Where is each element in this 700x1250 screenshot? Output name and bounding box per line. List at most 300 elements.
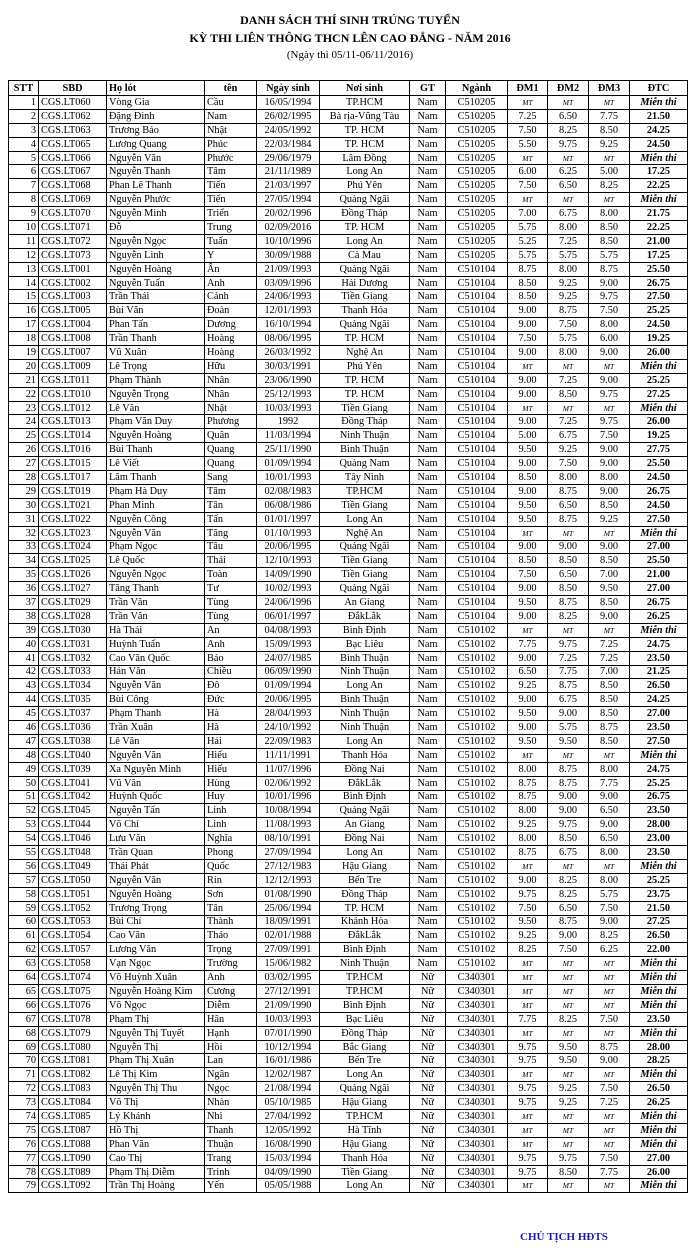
col-header-dm1: ĐM1 [508, 81, 548, 96]
cell-stt: 73 [9, 1096, 39, 1110]
cell-dm2: 6.50 [548, 109, 589, 123]
table-row [9, 818, 688, 832]
table-row [9, 915, 688, 929]
cell-sbd: CGS.LT051 [39, 887, 107, 901]
cell-ten: Diễm [205, 998, 257, 1012]
cell-gt: Nam [410, 887, 446, 901]
cell-dm3: 8.00 [589, 207, 630, 221]
cell-sbd: CGS.LT085 [39, 1110, 107, 1124]
cell-dm3: 8.00 [589, 471, 630, 485]
cell-stt: 35 [9, 568, 39, 582]
cell-nganh: C510104 [446, 415, 508, 429]
cell-noi-sinh: Tây Ninh [320, 471, 410, 485]
cell-ten: Linh [205, 804, 257, 818]
cell-noi-sinh: Quảng Ngãi [320, 582, 410, 596]
cell-ho-lot: Bùi Văn [107, 304, 205, 318]
cell-noi-sinh: ĐắkLắk [320, 929, 410, 943]
cell-stt: 71 [9, 1068, 39, 1082]
table-row [9, 929, 688, 943]
cell-dm3: 8.00 [589, 318, 630, 332]
cell-noi-sinh: Ninh Thuận [320, 429, 410, 443]
cell-ngay-sinh: 06/08/1986 [257, 498, 320, 512]
cell-dm2: 9.50 [548, 1054, 589, 1068]
cell-ho-lot: Huỳnh Tuấn [107, 637, 205, 651]
cell-dm1: MT [508, 998, 548, 1012]
cell-ten: Hùng [205, 776, 257, 790]
table-row [9, 790, 688, 804]
cell-ho-lot: Cao Văn Quốc [107, 651, 205, 665]
cell-sbd: CGS.LT076 [39, 998, 107, 1012]
cell-dm3: 9.00 [589, 457, 630, 471]
cell-sbd: CGS.LT031 [39, 637, 107, 651]
cell-ho-lot: Nguyễn Văn [107, 679, 205, 693]
cell-dm2: 9.75 [548, 637, 589, 651]
table-row [9, 1026, 688, 1040]
cell-nganh: C510104 [446, 262, 508, 276]
table-row [9, 221, 688, 235]
cell-dm1: 8.75 [508, 776, 548, 790]
cell-ho-lot: Cao Thị [107, 1151, 205, 1165]
cell-ho-lot: Bùi Thanh [107, 443, 205, 457]
cell-nganh: C340301 [446, 1040, 508, 1054]
cell-gt: Nam [410, 443, 446, 457]
cell-stt: 74 [9, 1110, 39, 1124]
cell-ngay-sinh: 18/09/1991 [257, 915, 320, 929]
cell-sbd: CGS.LT075 [39, 985, 107, 999]
cell-nganh: C510102 [446, 818, 508, 832]
cell-dm2: 8.50 [548, 554, 589, 568]
cell-dm3: 8.50 [589, 123, 630, 137]
cell-dm1: 9.00 [508, 484, 548, 498]
cell-dm2: 7.25 [548, 234, 589, 248]
col-header-gt: GT [410, 81, 446, 96]
cell-nganh: C510102 [446, 693, 508, 707]
cell-dm2: 8.00 [548, 221, 589, 235]
cell-noi-sinh: Tiền Giang [320, 290, 410, 304]
cell-gt: Nam [410, 512, 446, 526]
cell-dm2: 6.75 [548, 429, 589, 443]
cell-gt: Nam [410, 582, 446, 596]
table-row [9, 776, 688, 790]
cell-stt: 64 [9, 971, 39, 985]
cell-nganh: C510104 [446, 373, 508, 387]
cell-ngay-sinh: 10/03/1993 [257, 401, 320, 415]
cell-dm3: 6.50 [589, 832, 630, 846]
cell-dm2: 9.25 [548, 1096, 589, 1110]
cell-dm1: MT [508, 985, 548, 999]
cell-dtc: 27.00 [630, 540, 688, 554]
cell-ngay-sinh: 30/09/1988 [257, 248, 320, 262]
cell-gt: Nam [410, 304, 446, 318]
cell-stt: 52 [9, 804, 39, 818]
cell-ten: Toàn [205, 568, 257, 582]
cell-ngay-sinh: 25/11/1990 [257, 443, 320, 457]
cell-nganh: C340301 [446, 998, 508, 1012]
table-row [9, 1151, 688, 1165]
cell-ngay-sinh: 11/03/1994 [257, 429, 320, 443]
cell-ho-lot: Tăng Thanh [107, 582, 205, 596]
cell-ten: Y [205, 248, 257, 262]
cell-sbd: CGS.LT025 [39, 554, 107, 568]
cell-stt: 8 [9, 193, 39, 207]
cell-ho-lot: Nguyễn Văn [107, 748, 205, 762]
cell-nganh: C510104 [446, 554, 508, 568]
cell-noi-sinh: Quảng Ngãi [320, 193, 410, 207]
cell-dm1: 5.00 [508, 429, 548, 443]
cell-nganh: C510205 [446, 193, 508, 207]
cell-gt: Nam [410, 179, 446, 193]
cell-dtc: 24.50 [630, 471, 688, 485]
cell-dm2: 7.75 [548, 665, 589, 679]
cell-dm2: 8.25 [548, 1012, 589, 1026]
cell-dtc: 24.75 [630, 762, 688, 776]
cell-sbd: CGS.LT011 [39, 373, 107, 387]
cell-stt: 10 [9, 221, 39, 235]
cell-dm3: 7.50 [589, 1151, 630, 1165]
cell-dm3: MT [589, 623, 630, 637]
cell-nganh: C510104 [446, 318, 508, 332]
cell-dm2: 7.50 [548, 943, 589, 957]
cell-dm1: 9.75 [508, 1040, 548, 1054]
cell-noi-sinh: Ninh Thuận [320, 721, 410, 735]
cell-sbd: CGS.LT010 [39, 387, 107, 401]
cell-ho-lot: Võ Ngọc [107, 998, 205, 1012]
cell-noi-sinh: Bắc Giang [320, 1040, 410, 1054]
cell-nganh: C510104 [446, 512, 508, 526]
cell-stt: 40 [9, 637, 39, 651]
cell-dm1: 9.00 [508, 373, 548, 387]
table-row [9, 332, 688, 346]
cell-dm2: MT [548, 359, 589, 373]
cell-dtc: 26.50 [630, 1082, 688, 1096]
cell-dm2: MT [548, 623, 589, 637]
table-row [9, 137, 688, 151]
cell-dtc: 26.75 [630, 484, 688, 498]
cell-noi-sinh: Tiền Giang [320, 498, 410, 512]
cell-dm1: 7.50 [508, 901, 548, 915]
col-header-ngay-sinh: Ngày sinh [257, 81, 320, 96]
cell-dtc: Miễn thi [630, 1137, 688, 1151]
cell-stt: 65 [9, 985, 39, 999]
cell-ngay-sinh: 11/07/1996 [257, 762, 320, 776]
table-row [9, 96, 688, 110]
cell-dtc: 27.00 [630, 582, 688, 596]
cell-dm1: MT [508, 1179, 548, 1193]
cell-dm3: MT [589, 151, 630, 165]
cell-ho-lot: Lý Khánh [107, 1110, 205, 1124]
cell-ho-lot: Trần Xuân [107, 721, 205, 735]
cell-sbd: CGS.LT068 [39, 179, 107, 193]
cell-dm2: 9.25 [548, 290, 589, 304]
cell-dm3: MT [589, 526, 630, 540]
cell-dtc: 21.00 [630, 568, 688, 582]
cell-sbd: CGS.LT073 [39, 248, 107, 262]
cell-nganh: C510205 [446, 207, 508, 221]
cell-ho-lot: Nguyễn Minh [107, 207, 205, 221]
cell-gt: Nam [410, 679, 446, 693]
cell-dtc: 25.50 [630, 262, 688, 276]
cell-ten: Tâm [205, 484, 257, 498]
cell-sbd: CGS.LT003 [39, 290, 107, 304]
cell-dm2: 5.75 [548, 721, 589, 735]
cell-dtc: 25.50 [630, 457, 688, 471]
cell-dm1: MT [508, 401, 548, 415]
table-row [9, 582, 688, 596]
table-row [9, 498, 688, 512]
cell-stt: 31 [9, 512, 39, 526]
cell-ngay-sinh: 11/11/1991 [257, 748, 320, 762]
cell-dtc: 28.00 [630, 818, 688, 832]
cell-gt: Nữ [410, 1151, 446, 1165]
cell-dm1: 9.00 [508, 457, 548, 471]
cell-noi-sinh: Long An [320, 846, 410, 860]
cell-noi-sinh: An Giang [320, 818, 410, 832]
cell-ho-lot: Vòng Gia [107, 96, 205, 110]
cell-sbd: CGS.LT042 [39, 790, 107, 804]
cell-dm1: 9.00 [508, 415, 548, 429]
cell-ho-lot: Trần Văn [107, 596, 205, 610]
table-row [9, 596, 688, 610]
cell-ten: Bảo [205, 651, 257, 665]
cell-ten: Anh [205, 637, 257, 651]
cell-dm3: MT [589, 957, 630, 971]
cell-dm3: 5.75 [589, 887, 630, 901]
cell-nganh: C510102 [446, 804, 508, 818]
table-row [9, 484, 688, 498]
cell-stt: 6 [9, 165, 39, 179]
cell-ten: Quốc [205, 859, 257, 873]
cell-ten: Dương [205, 318, 257, 332]
cell-ngay-sinh: 08/06/1995 [257, 332, 320, 346]
cell-noi-sinh: TP.HCM [320, 1110, 410, 1124]
cell-dm3: 8.75 [589, 721, 630, 735]
cell-sbd: CGS.LT063 [39, 123, 107, 137]
cell-gt: Nữ [410, 998, 446, 1012]
cell-dm1: 5.25 [508, 234, 548, 248]
cell-dtc: 25.25 [630, 873, 688, 887]
cell-sbd: CGS.LT035 [39, 693, 107, 707]
cell-dm2: MT [548, 1123, 589, 1137]
cell-gt: Nam [410, 262, 446, 276]
cell-dm1: 9.75 [508, 1151, 548, 1165]
cell-ngay-sinh: 10/03/1993 [257, 1012, 320, 1026]
cell-dtc: 17.25 [630, 248, 688, 262]
cell-ngay-sinh: 27/04/1992 [257, 1110, 320, 1124]
cell-ten: Sang [205, 471, 257, 485]
cell-nganh: C340301 [446, 1068, 508, 1082]
cell-nganh: C510104 [446, 526, 508, 540]
cell-stt: 53 [9, 818, 39, 832]
cell-sbd: CGS.LT072 [39, 234, 107, 248]
cell-dtc: 21.50 [630, 901, 688, 915]
cell-dm1: MT [508, 151, 548, 165]
cell-nganh: C510102 [446, 665, 508, 679]
cell-stt: 33 [9, 540, 39, 554]
cell-ten: Tùng [205, 609, 257, 623]
cell-dm1: 8.50 [508, 554, 548, 568]
cell-sbd: CGS.LT062 [39, 109, 107, 123]
cell-dm3: 9.75 [589, 387, 630, 401]
cell-nganh: C340301 [446, 1012, 508, 1026]
cell-ten: Hân [205, 1012, 257, 1026]
cell-sbd: CGS.LT004 [39, 318, 107, 332]
cell-sbd: CGS.LT069 [39, 193, 107, 207]
cell-stt: 44 [9, 693, 39, 707]
table-row [9, 846, 688, 860]
table-row [9, 693, 688, 707]
cell-dtc: 19.25 [630, 332, 688, 346]
cell-nganh: C510102 [446, 707, 508, 721]
cell-sbd: CGS.LT040 [39, 748, 107, 762]
cell-ngay-sinh: 10/01/1993 [257, 471, 320, 485]
cell-ho-lot: Đặng Đình [107, 109, 205, 123]
cell-ho-lot: Trần Thanh [107, 332, 205, 346]
cell-dm1: 9.25 [508, 929, 548, 943]
cell-ngay-sinh: 30/03/1991 [257, 359, 320, 373]
cell-stt: 38 [9, 609, 39, 623]
cell-ngay-sinh: 10/01/1996 [257, 790, 320, 804]
cell-dtc: Miễn thi [630, 998, 688, 1012]
cell-noi-sinh: ĐắkLắk [320, 609, 410, 623]
cell-dm2: MT [548, 1110, 589, 1124]
cell-stt: 28 [9, 471, 39, 485]
table-row [9, 429, 688, 443]
cell-sbd: CGS.LT024 [39, 540, 107, 554]
cell-ten: Chiều [205, 665, 257, 679]
table-body [9, 96, 688, 1193]
cell-noi-sinh: Long An [320, 234, 410, 248]
cell-ho-lot: Hồ Thị [107, 1123, 205, 1137]
cell-stt: 22 [9, 387, 39, 401]
cell-dm3: 8.00 [589, 873, 630, 887]
cell-noi-sinh: TP. HCM [320, 373, 410, 387]
cell-ngay-sinh: 03/09/1996 [257, 276, 320, 290]
cell-sbd: CGS.LT013 [39, 415, 107, 429]
cell-gt: Nam [410, 873, 446, 887]
table-row [9, 1179, 688, 1193]
cell-ten: Tân [205, 901, 257, 915]
col-header-ten: tên [205, 81, 257, 96]
cell-sbd: CGS.LT022 [39, 512, 107, 526]
cell-gt: Nam [410, 165, 446, 179]
cell-dm2: 9.00 [548, 707, 589, 721]
cell-gt: Nam [410, 943, 446, 957]
cell-stt: 72 [9, 1082, 39, 1096]
cell-dtc: 26.75 [630, 596, 688, 610]
cell-nganh: C510104 [446, 568, 508, 582]
cell-ngay-sinh: 12/12/1993 [257, 873, 320, 887]
cell-noi-sinh: Quảng Ngãi [320, 318, 410, 332]
cell-dtc: Miễn thi [630, 151, 688, 165]
cell-ngay-sinh: 21/09/1990 [257, 998, 320, 1012]
cell-noi-sinh: TP.HCM [320, 96, 410, 110]
cell-nganh: C510104 [446, 540, 508, 554]
cell-stt: 77 [9, 1151, 39, 1165]
cell-nganh: C510104 [446, 443, 508, 457]
cell-noi-sinh: Đồng Tháp [320, 1026, 410, 1040]
cell-sbd: CGS.LT092 [39, 1179, 107, 1193]
cell-dm2: 8.00 [548, 471, 589, 485]
cell-dm2: 5.75 [548, 248, 589, 262]
cell-ten: Phương [205, 415, 257, 429]
table-row [9, 207, 688, 221]
cell-nganh: C340301 [446, 1054, 508, 1068]
cell-noi-sinh: Ninh Thuận [320, 707, 410, 721]
cell-stt: 4 [9, 137, 39, 151]
cell-ho-lot: Phạm Văn Duy [107, 415, 205, 429]
cell-noi-sinh: TP. HCM [320, 221, 410, 235]
cell-nganh: C510102 [446, 637, 508, 651]
cell-dm1: MT [508, 1110, 548, 1124]
cell-stt: 11 [9, 234, 39, 248]
cell-dtc: 19.25 [630, 429, 688, 443]
cell-noi-sinh: Ninh Thuận [320, 665, 410, 679]
cell-ho-lot: Phạm Thị Diễm [107, 1165, 205, 1179]
cell-gt: Nam [410, 957, 446, 971]
cell-ten: Nhật [205, 123, 257, 137]
table-row [9, 179, 688, 193]
cell-ngay-sinh: 25/12/1993 [257, 387, 320, 401]
cell-ten: Ngân [205, 1068, 257, 1082]
cell-dm3: 9.00 [589, 818, 630, 832]
cell-dtc: Miễn thi [630, 748, 688, 762]
cell-stt: 18 [9, 332, 39, 346]
cell-dm3: 7.00 [589, 665, 630, 679]
cell-ho-lot: Đỗ [107, 221, 205, 235]
cell-dm1: 9.00 [508, 346, 548, 360]
cell-ten: Nhân [205, 387, 257, 401]
cell-ten: Rin [205, 873, 257, 887]
cell-dm1: 8.50 [508, 471, 548, 485]
cell-ngay-sinh: 21/11/1989 [257, 165, 320, 179]
cell-ngay-sinh: 06/09/1990 [257, 665, 320, 679]
cell-dm3: MT [589, 1137, 630, 1151]
cell-nganh: C510205 [446, 109, 508, 123]
cell-ngay-sinh: 02/06/1992 [257, 776, 320, 790]
cell-gt: Nam [410, 776, 446, 790]
cell-nganh: C510102 [446, 734, 508, 748]
cell-dm1: 9.00 [508, 540, 548, 554]
cell-dtc: 27.25 [630, 387, 688, 401]
cell-ngay-sinh: 16/05/1994 [257, 96, 320, 110]
cell-ngay-sinh: 16/01/1986 [257, 1054, 320, 1068]
cell-stt: 29 [9, 484, 39, 498]
cell-sbd: CGS.LT016 [39, 443, 107, 457]
exam-date: (Ngày thi 05/11-06/11/2016) [286, 49, 414, 61]
cell-noi-sinh: Bạc Liêu [320, 1012, 410, 1026]
cell-ngay-sinh: 14/09/1990 [257, 568, 320, 582]
cell-noi-sinh: TP.HCM [320, 985, 410, 999]
cell-ho-lot: Võ Thị [107, 1096, 205, 1110]
cell-sbd: CGS.LT057 [39, 943, 107, 957]
cell-stt: 23 [9, 401, 39, 415]
cell-noi-sinh: Thanh Hóa [320, 748, 410, 762]
cell-dtc: 23.50 [630, 804, 688, 818]
cell-ten: Triển [205, 207, 257, 221]
cell-nganh: C340301 [446, 971, 508, 985]
cell-ho-lot: Lương Văn [107, 943, 205, 957]
cell-dtc: 26.25 [630, 1096, 688, 1110]
cell-nganh: C340301 [446, 1123, 508, 1137]
cell-dtc: Miễn thi [630, 1026, 688, 1040]
cell-gt: Nam [410, 540, 446, 554]
col-header-noi-sinh: Nơi sinh [320, 81, 410, 96]
cell-dm2: MT [548, 151, 589, 165]
cell-dm3: MT [589, 1026, 630, 1040]
cell-ngay-sinh: 04/08/1993 [257, 623, 320, 637]
cell-dtc: Miễn thi [630, 359, 688, 373]
cell-ho-lot: Nguyễn Tấn [107, 804, 205, 818]
